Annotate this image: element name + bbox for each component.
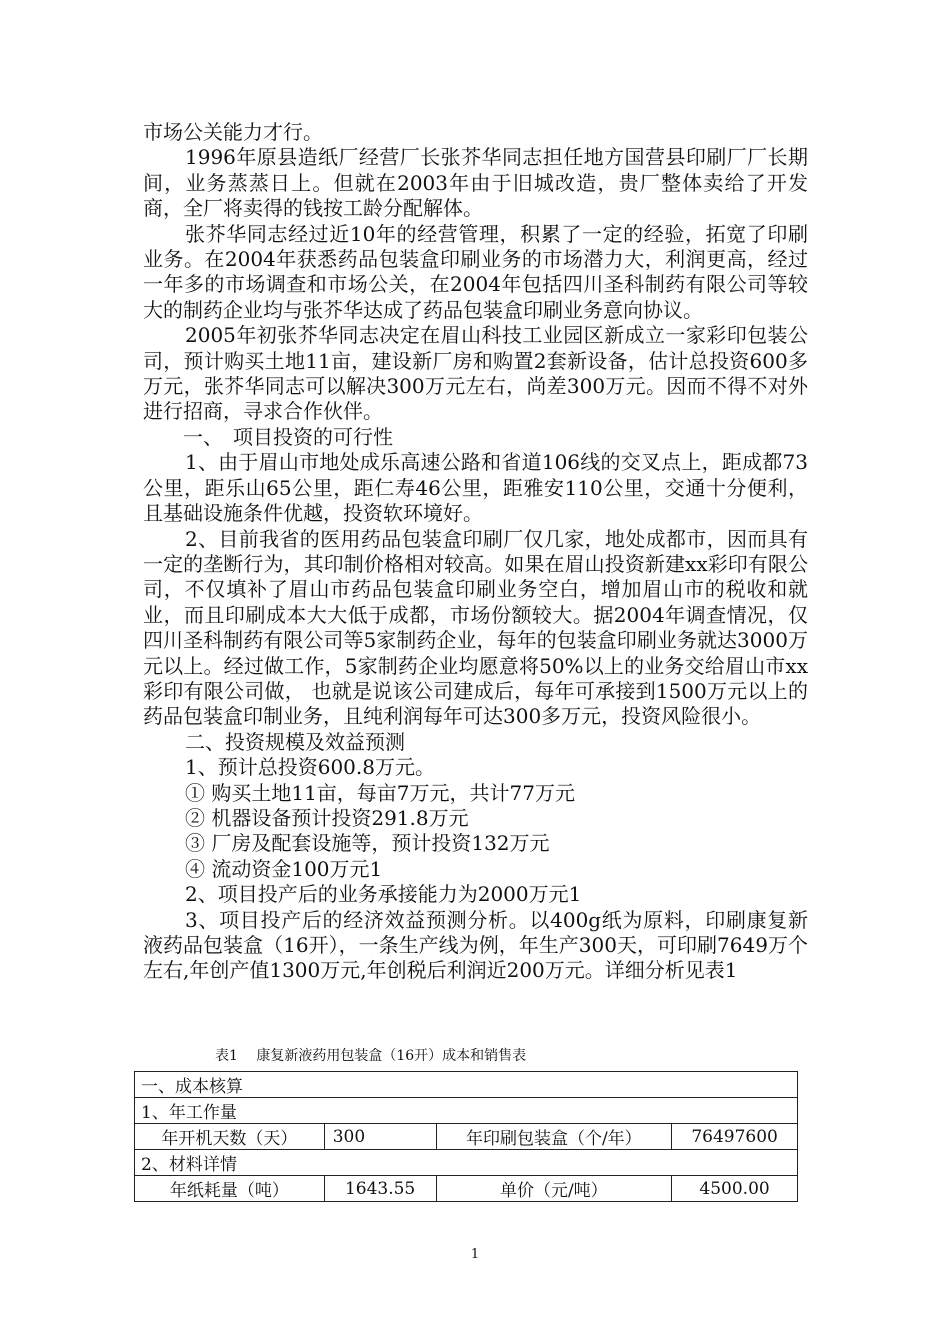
paragraph-benefit-analysis: 3、项目投产后的经济效益预测分析。以400g纸为原料，印刷康复新液药品包装盒（16开），一条生产线为例，年生产300天，可印刷7649万个左右,年创产值1300万元,年创税后利润近200万元。详细分析见表1 (143, 907, 808, 983)
list-item-equipment: ② 机器设备预计投资291.8万元 (185, 805, 469, 830)
paragraph-market: 2、目前我省的医用药品包装盒印刷厂仅几家，地处成都市，因而具有一定的垄断行为，其印制价格相对较高。如果在眉山投资新建xx彩印有限公司，不仅填补了眉山市药品包装盒印刷业务空白，增加眉山市的税收和就业，而且印刷成本大大低于成都，市场份额较大。据2004年调查情况，仅四川圣科制药有限公司等5家制药企业，每年的包装盒印刷业务就达3000万元以上。经过做工作，5家制药企业均愿意将50%以上的业务交给眉山市xx彩印有限公司做， 也就是说该公司建成后，每年可承接到1500万元以上的药品包装盒印制业务，且纯利润每年可达300多万元，投资风险很小。 (143, 526, 808, 729)
table-row (135, 1124, 798, 1150)
paragraph-experience: 张芥华同志经过近10年的经营管理，积累了一定的经验，拓宽了印刷业务。在2004年获悉药品包装盒印刷业务的市场潜力大，利润更高，经过一年多的市场调查和市场公关，在2004年包括四川圣科制药有限公司等较大的制药企业均与张芥华达成了药品包装盒印刷业务意向协议。 (143, 221, 808, 322)
list-item-land: ① 购买土地11亩，每亩7万元，共计77万元 (185, 780, 575, 805)
heading-investment-scale: 二、投资规模及效益预测 (185, 729, 405, 754)
table-cell-value: 76497600 (672, 1124, 798, 1150)
table-row (135, 1176, 798, 1202)
table-cell-value: 300 (324, 1124, 436, 1150)
page-number: 1 (470, 1247, 480, 1262)
table-cell-label: 单价（元/吨） (436, 1176, 672, 1202)
table-cell-label: 年印刷包装盒（个/年） (436, 1124, 672, 1150)
table-subsection-workload: 1、年工作量 (135, 1098, 798, 1124)
paragraph-total-investment: 1、预计总投资600.8万元。 (185, 755, 435, 780)
cost-sales-table (134, 1071, 798, 1202)
document-body (143, 120, 808, 984)
table-cell-value: 1643.55 (324, 1176, 436, 1202)
paragraph-location: 1、由于眉山市地处成乐高速公路和省道106线的交叉点上，距成都73公里，距乐山65公里，距仁寿46公里，距雅安110公里，交通十分便利，且基础设施条件优越，投资软环境好。 (143, 450, 808, 526)
table-row (135, 1150, 798, 1176)
list-item-working-capital: ④ 流动资金100万元1 (185, 856, 383, 881)
table-caption: 表1 康复新液药用包装盒（16开）成本和销售表 (215, 1048, 527, 1064)
paragraph-history: 1996年原县造纸厂经营厂长张芥华同志担任地方国营县印刷厂厂长期间，业务蒸蒸日上。但就在2003年由于旧城改造，贵厂整体卖给了开发商，全厂将卖得的钱按工龄分配解体。 (143, 145, 808, 221)
table-subsection-material: 2、材料详情 (135, 1150, 798, 1176)
paragraph-capacity: 2、项目投产后的业务承接能力为2000万元1 (185, 882, 582, 907)
heading-feasibility: 一、 项目投资的可行性 (183, 424, 393, 449)
table-section-cost: 一、成本核算 (135, 1072, 798, 1098)
table-cell-label: 年开机天数（天） (135, 1124, 325, 1150)
list-item-buildings: ③ 厂房及配套设施等，预计投资132万元 (185, 831, 550, 856)
table-cell-label: 年纸耗量（吨） (135, 1176, 325, 1202)
table-row (135, 1072, 798, 1098)
table-row (135, 1098, 798, 1124)
table-cell-value: 4500.00 (672, 1176, 798, 1202)
paragraph-plan: 2005年初张芥华同志决定在眉山科技工业园区新成立一家彩印包装公司，预计购买土地11亩，建设新厂房和购置2套新设备，估计总投资600多万元，张芥华同志可以解决300万元左右，尚差300万元。因而不得不对外进行招商，寻求合作伙伴。 (143, 323, 808, 424)
paragraph-continuation: 市场公关能力才行。 (143, 120, 323, 144)
